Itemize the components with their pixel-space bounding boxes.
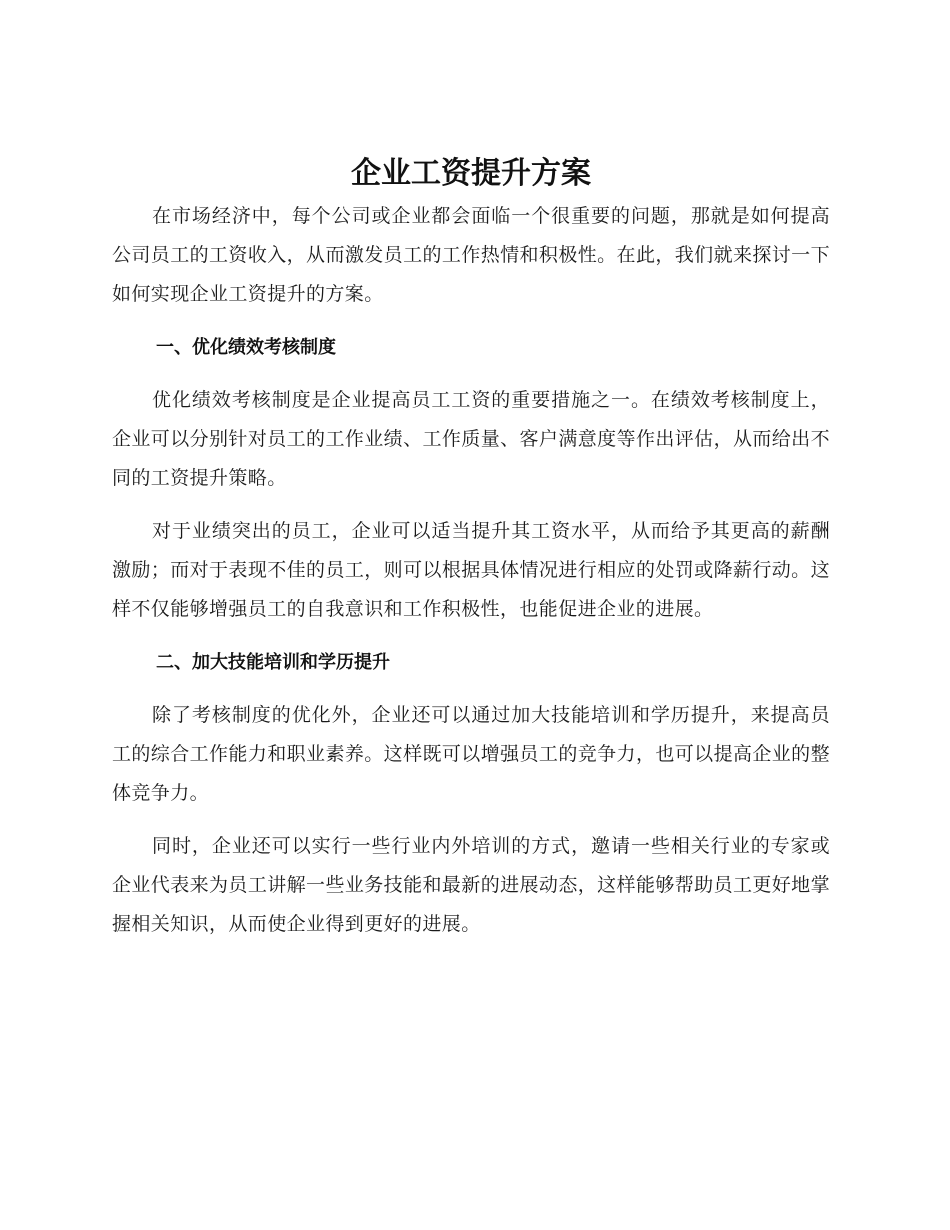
section-heading: 一、优化绩效考核制度 bbox=[156, 337, 336, 358]
document-body bbox=[112, 151, 830, 958]
section-paragraph: 优化绩效考核制度是企业提高员工工资的重要措施之一。在绩效考核制度上，企业可以分别针对员工的工作业绩、工作质量、客户满意度等作出评估，从而给出不同的工资提升策略。 bbox=[112, 389, 830, 489]
intro-paragraph: 在市场经济中，每个公司或企业都会面临一个很重要的问题，那就是如何提高公司员工的工资收入，从而激发员工的工作热情和积极性。在此，我们就来探讨一下如何实现企业工资提升的方案。 bbox=[112, 205, 830, 305]
section-paragraph: 对于业绩突出的员工，企业可以适当提升其工资水平，从而给予其更高的薪酬激励；而对于表现不佳的员工，则可以根据具体情况进行相应的处罚或降薪行动。这样不仅能够增强员工的自我意识和工作积极性，也能促进企业的进展。 bbox=[112, 520, 830, 620]
document-title: 企业工资提升方案 bbox=[351, 156, 591, 191]
section-heading: 二、加大技能培训和学历提升 bbox=[156, 652, 390, 673]
section-paragraph: 除了考核制度的优化外，企业还可以通过加大技能培训和学历提升，来提高员工的综合工作能力和职业素养。这样既可以增强员工的竞争力，也可以提高企业的整体竞争力。 bbox=[112, 704, 830, 804]
section-performance-review bbox=[112, 328, 830, 629]
section-paragraph: 同时，企业还可以实行一些行业内外培训的方式，邀请一些相关行业的专家或企业代表来为员工讲解一些业务技能和最新的进展动态，这样能够帮助员工更好地掌握相关知识，从而使企业得到更好的进展。 bbox=[112, 835, 830, 935]
section-skills-training bbox=[112, 643, 830, 944]
